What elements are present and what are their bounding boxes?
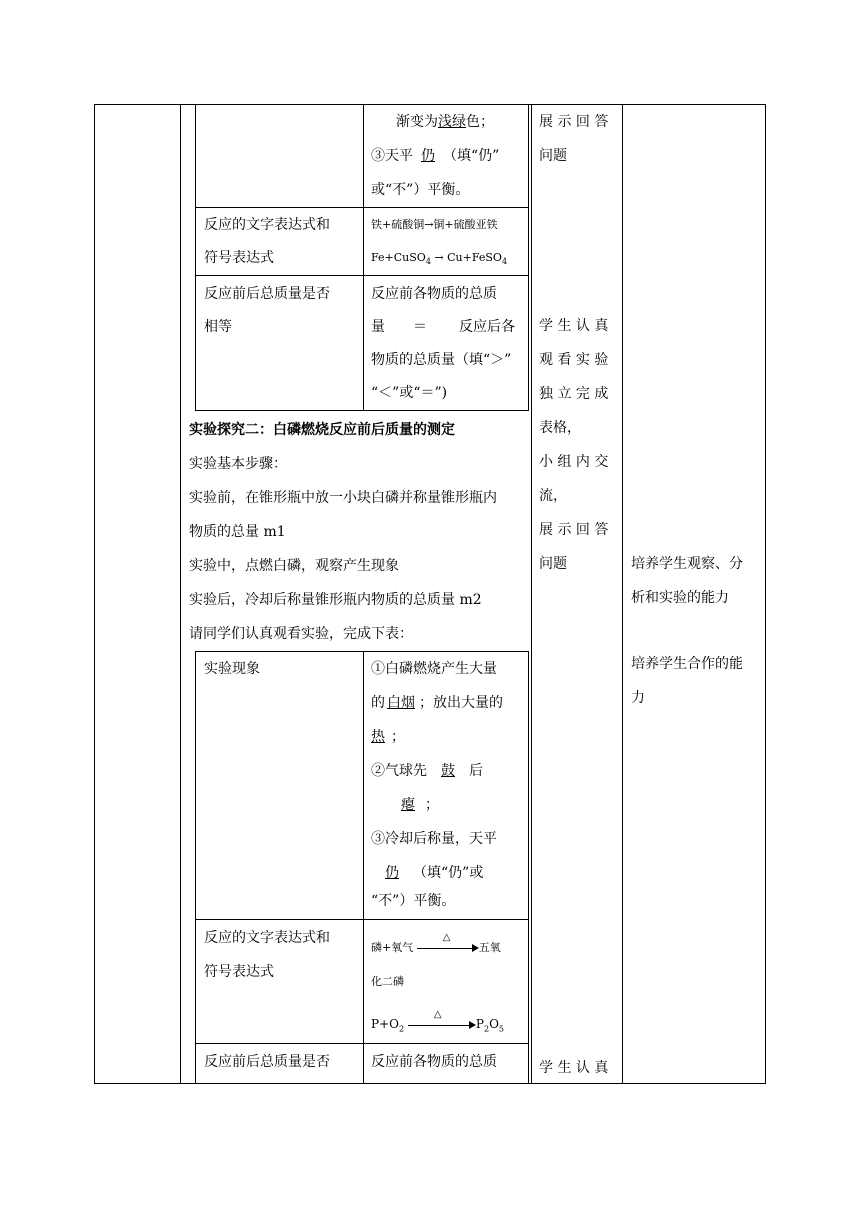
t2-r1-line8: “不”）平衡。 bbox=[371, 893, 456, 909]
arrow-icon bbox=[408, 1008, 476, 1030]
subscript: 5 bbox=[498, 1024, 504, 1034]
answer-blank: 仍 bbox=[385, 865, 399, 881]
answer-blank: 热 bbox=[371, 729, 385, 745]
t1-r3-line2 bbox=[371, 310, 515, 344]
step1-line2: 物质的总量 m1 bbox=[189, 524, 286, 540]
t2-r2-label-2: 符号表达式 bbox=[204, 964, 274, 980]
t1-r2-label-2: 符号表达式 bbox=[204, 250, 274, 266]
text: Fe+CuSO bbox=[371, 251, 426, 264]
t1-r3-label-2: 相等 bbox=[204, 319, 232, 335]
text: 五氧 bbox=[478, 941, 501, 954]
goal-2: 析和实验的能力 bbox=[631, 590, 729, 606]
t1-r3-line3: 物质的总质量（填“＞” bbox=[371, 352, 512, 368]
text: 后 bbox=[469, 763, 483, 779]
text: 量 bbox=[371, 319, 385, 335]
answer-blank: 鼓 bbox=[441, 763, 455, 779]
text: ； bbox=[425, 797, 439, 813]
t1-r1-line3: 或“不”）平衡。 bbox=[371, 182, 470, 198]
answer-blank: 瘪 bbox=[401, 797, 415, 813]
t2-r1-label: 实验现象 bbox=[204, 661, 260, 677]
subscript: 2 bbox=[483, 1024, 490, 1034]
answer-blank: 浅绿 bbox=[438, 114, 466, 130]
text: ③冷却后称量，天平 bbox=[371, 831, 497, 847]
subscript: 4 bbox=[501, 257, 508, 267]
goal-3: 培养学生合作的能 bbox=[631, 656, 743, 672]
text: ③天平 bbox=[371, 148, 413, 164]
t2-left bbox=[195, 651, 196, 1084]
student-b1: 学 生 认 真 bbox=[539, 318, 609, 334]
t2-r2-label-1: 反应的文字表达式和 bbox=[204, 930, 330, 946]
condition-symbol: △ bbox=[433, 1008, 442, 1020]
t2-mid bbox=[363, 651, 364, 1084]
t2-right bbox=[528, 651, 529, 1084]
text: （填“仍”或 bbox=[413, 865, 484, 881]
t2-r2-word-eq-2: 化二磷 bbox=[371, 975, 404, 988]
text: 的 bbox=[371, 695, 385, 711]
t2-r3-label: 反应前后总质量是否 bbox=[204, 1054, 330, 1070]
instruction: 请同学们认真观看实验，完成下表： bbox=[189, 626, 413, 642]
t1-mid bbox=[363, 104, 364, 410]
goal-1: 培养学生观察、分 bbox=[631, 556, 743, 572]
student-a2: 问题 bbox=[539, 148, 567, 164]
text: ；放出大量的 bbox=[419, 695, 503, 711]
t2-h1 bbox=[195, 919, 529, 920]
text: （填“仍” bbox=[443, 148, 500, 164]
outer-left-border bbox=[94, 104, 95, 1084]
t2-r2-sym-eq bbox=[371, 1007, 504, 1046]
t1-r1-line2 bbox=[371, 139, 499, 173]
t1-left bbox=[195, 104, 196, 410]
t1-bottom bbox=[195, 410, 529, 411]
t1-r1-line1 bbox=[396, 105, 494, 139]
text: O bbox=[489, 1017, 499, 1031]
text: 色； bbox=[466, 114, 494, 130]
text: 渐变为 bbox=[396, 114, 438, 130]
t1-r3-label-1: 反应前后总质量是否 bbox=[204, 286, 330, 302]
text: P bbox=[475, 1017, 484, 1031]
student-c1: 学 生 认 真 bbox=[539, 1060, 609, 1076]
condition-symbol: △ bbox=[442, 932, 451, 943]
col-divider-3 bbox=[622, 104, 623, 1084]
text: ； bbox=[391, 729, 405, 745]
arrow: → bbox=[434, 251, 444, 264]
t1-r3-line4: “＜”或“＝”) bbox=[371, 385, 448, 401]
section-title: 实验探究二：白磷燃烧反应前后质量的测定 bbox=[189, 422, 455, 438]
student-b5: 小 组 内 交 bbox=[539, 454, 609, 470]
t2-r1-line2 bbox=[371, 686, 503, 720]
student-b2: 观 看 实 验 bbox=[539, 352, 609, 368]
step3: 实验后，冷却后称量锥形瓶内物质的总质量 m2 bbox=[189, 592, 482, 608]
t1-r2-label-1: 反应的文字表达式和 bbox=[204, 217, 330, 233]
text: ＝ bbox=[413, 319, 427, 335]
t2-r2-word-eq bbox=[371, 931, 501, 965]
text: ②气球先 bbox=[371, 763, 427, 779]
subscript: 2 bbox=[398, 1024, 405, 1034]
student-a1: 展 示 回 答 bbox=[539, 114, 609, 130]
col-divider-2 bbox=[531, 104, 532, 1084]
answer-blank: 白烟 bbox=[387, 695, 415, 711]
steps-label: 实验基本步骤： bbox=[189, 456, 287, 472]
outer-right-border bbox=[765, 104, 766, 1084]
t2-r1-line4 bbox=[371, 754, 483, 788]
t2-r1-line5 bbox=[371, 788, 439, 822]
answer-blank: 仍 bbox=[421, 148, 435, 164]
student-b4: 表格， bbox=[539, 420, 581, 436]
t2-r1-line6 bbox=[371, 822, 511, 856]
t2-r3-value: 反应前各物质的总质 bbox=[371, 1054, 497, 1070]
goal-4: 力 bbox=[631, 690, 645, 706]
t1-r2-word-eq: 铁+硫酸铜→铜+硫酸亚铁 bbox=[371, 218, 498, 231]
t1-right bbox=[528, 104, 529, 410]
step2: 实验中，点燃白磷，观察产生现象 bbox=[189, 558, 399, 574]
student-b3: 独 立 完 成 bbox=[539, 386, 609, 402]
t2-r1-line3 bbox=[371, 720, 405, 754]
text: 反应后各 bbox=[459, 319, 515, 335]
t1-r3-line1: 反应前各物质的总质 bbox=[371, 286, 497, 302]
student-b7: 展 示 回 答 bbox=[539, 522, 609, 538]
student-b6: 流， bbox=[539, 488, 567, 504]
student-b8: 问题 bbox=[539, 556, 567, 572]
arrow-icon bbox=[417, 932, 479, 953]
t1-r2-sym-eq bbox=[371, 241, 507, 279]
step1-line1: 实验前，在锥形瓶中放一小块白磷并称量锥形瓶内 bbox=[189, 490, 497, 506]
text: Cu+FeSO bbox=[447, 251, 502, 264]
t2-r1-line1: ①白磷燃烧产生大量 bbox=[371, 661, 497, 677]
text: P+O bbox=[371, 1017, 399, 1031]
col-divider-1 bbox=[180, 104, 181, 1084]
text: 磷+氧气 bbox=[371, 941, 414, 954]
subscript: 4 bbox=[425, 257, 431, 267]
